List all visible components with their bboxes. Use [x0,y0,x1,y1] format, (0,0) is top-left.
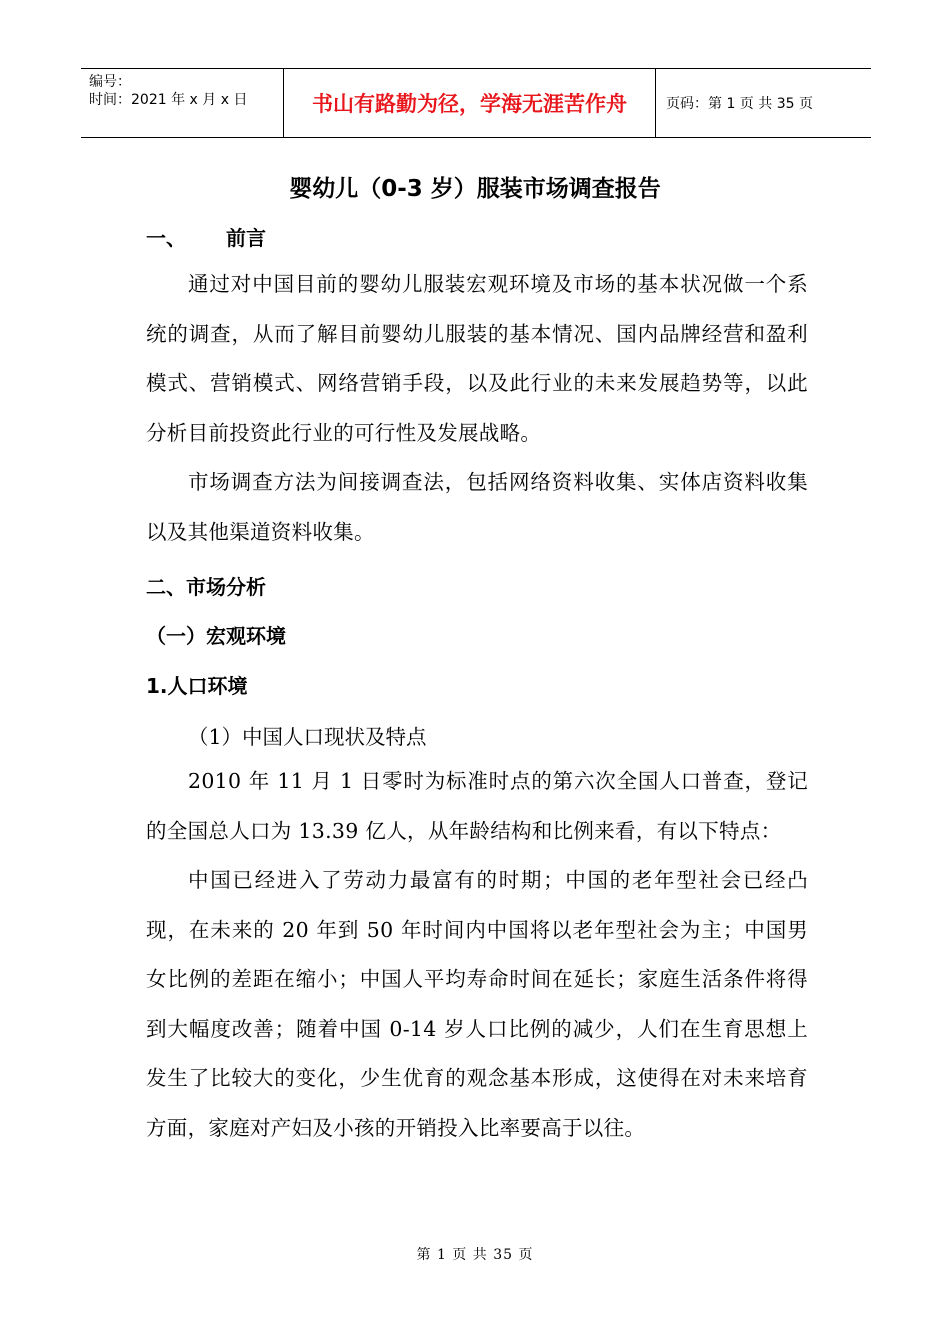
subsection-heading-macro: （一）宏观环境 [146,624,286,648]
paragraph-preface-1: 通过对中国目前的婴幼儿服装宏观环境及市场的基本状况做一个系统的调查，从而了解目前婴幼儿服装的基本情况、国内品牌经营和盈利模式、营销模式、网络营销手段，以及此行业的未来发展趋势等，以此分析目前投资此行业的可行性及发展战略。 [146,272,808,445]
paragraph-characteristics: 中国已经进入了劳动力最富有的时期；中国的老年型社会已经凸现，在未来的 20 年到 50 年时间内中国将以老年型社会为主；中国男女比例的差距在缩小；中国人平均寿命时间在延长；家庭生活条件将得到大幅度改善；随着中国 0-14 岁人口比例的减少，人们在生育思想上发生了比较大的变化，少生优育的观念基本形成，这使得在对未来培育方面，家庭对产妇及小孩的开销投入比率要高于以往。 [146,868,808,1140]
section-title: 前言 [226,226,266,250]
section-number: 一、 [146,226,186,250]
page-footer: 第 1 页 共 35 页 [416,1247,534,1263]
header-table [81,68,871,138]
number-label: 编号： [89,74,131,90]
section-heading-market-analysis: 二、市场分析 [146,575,266,599]
header-page-info: 页码：第 1 页 共 35 页 [666,96,813,112]
paragraph-census: 2010 年 11 月 1 日零时为标准时点的第六次全国人口普查，登记的全国总人口为 13.39 亿人，从年龄结构和比例来看，有以下特点： [146,769,808,843]
paragraph-preface-2: 市场调查方法为间接调查法，包括网络资料收集、实体店资料收集以及其他渠道资料收集。 [146,470,808,544]
header-motto: 书山有路勤为径，学海无涯苦作舟 [283,69,656,137]
subsection-heading-population: 1.人口环境 [146,674,248,698]
time-label: 时间：2021 年 x 月 x 日 [89,92,248,108]
header-meta [81,69,283,137]
section-heading-preface [146,222,266,251]
document-title: 婴幼儿（0-3 岁）服装市场调查报告 [289,176,661,202]
subsection-heading-china-population: （1）中国人口现状及特点 [188,725,427,749]
